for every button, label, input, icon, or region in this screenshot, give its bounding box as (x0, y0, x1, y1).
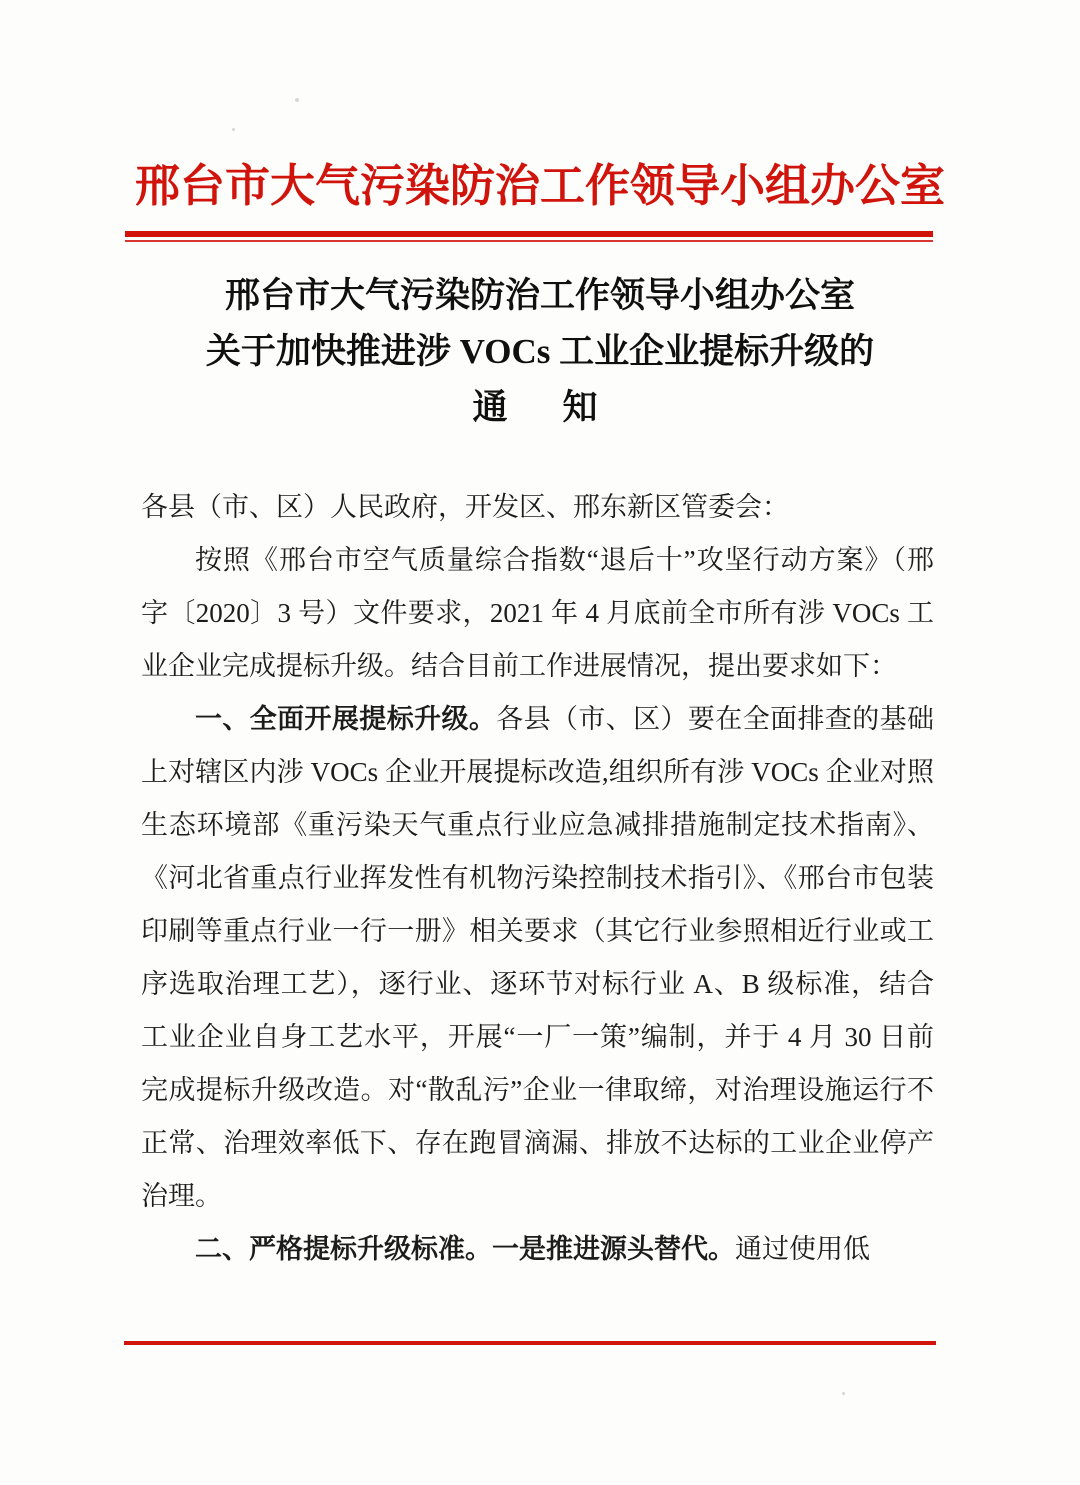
scan-speck (505, 716, 508, 719)
letterhead-divider (125, 231, 933, 242)
scan-speck (232, 128, 235, 131)
document-body (141, 481, 934, 1276)
title-line-2: 关于加快推进涉 VOCs 工业企业提标升级的 (205, 332, 875, 371)
footer-divider (124, 1341, 936, 1345)
paragraph-section-2 (141, 1223, 934, 1276)
divider-thin-line (125, 240, 933, 242)
section-2-text-run: 通过使用低 (735, 1234, 870, 1264)
scan-speck (295, 98, 299, 102)
document-letterhead: 邢台市大气污染防治工作领导小组办公室 (134, 161, 945, 211)
document-title (0, 268, 1080, 436)
salutation: 各县（市、区）人民政府，开发区、邢东新区管委会： (141, 492, 789, 522)
section-2-heading-run: 二、严格提标升级标准。一是推进源头替代。 (195, 1234, 735, 1264)
text-run: 按照《邢台市空气质量综合指数“退后十”攻坚行动方案》（邢字〔2020〕3 号）文件要求，2021 年 4 月底前全市所有涉 VOCs 工业企业完成提标升级。结合目前工作进展情况，提出要求如下： (141, 545, 934, 681)
divider-thick-line (125, 231, 933, 237)
section-1-heading-run: 一、全面开展提标升级。 (195, 704, 497, 734)
scan-speck (842, 1392, 845, 1395)
paragraph-section-1 (141, 693, 934, 1223)
section-1-text-run: 各县（市、区）要在全面排查的基础上对辖区内涉 VOCs 企业开展提标改造,组织所有涉 VOCs 企业对照生态环境部《重污染天气重点行业应急减排措施制定技术指南》、《河北省重点行业挥发性有机物污染控制技术指引》、《邢台市包装印刷等重点行业一行一册》相关要求（其它行业参照相近行业或工序选取治理工艺），逐行业、逐环节对标行业 A、B 级标准，结合工业企业自身工艺水平，开展“一厂一策”编制，并于 4 月 30 日前完成提标升级改造。对“散乱污”企业一律取缔，对治理设施运行不正常、治理效率低下、存在跑冒滴漏、排放不达标的工业企业停产治理。 (141, 704, 935, 1211)
paragraph-intro (141, 534, 934, 693)
title-line-1: 邢台市大气污染防治工作领导小组办公室 (224, 276, 855, 315)
title-line-3: 通 知 (472, 388, 608, 427)
